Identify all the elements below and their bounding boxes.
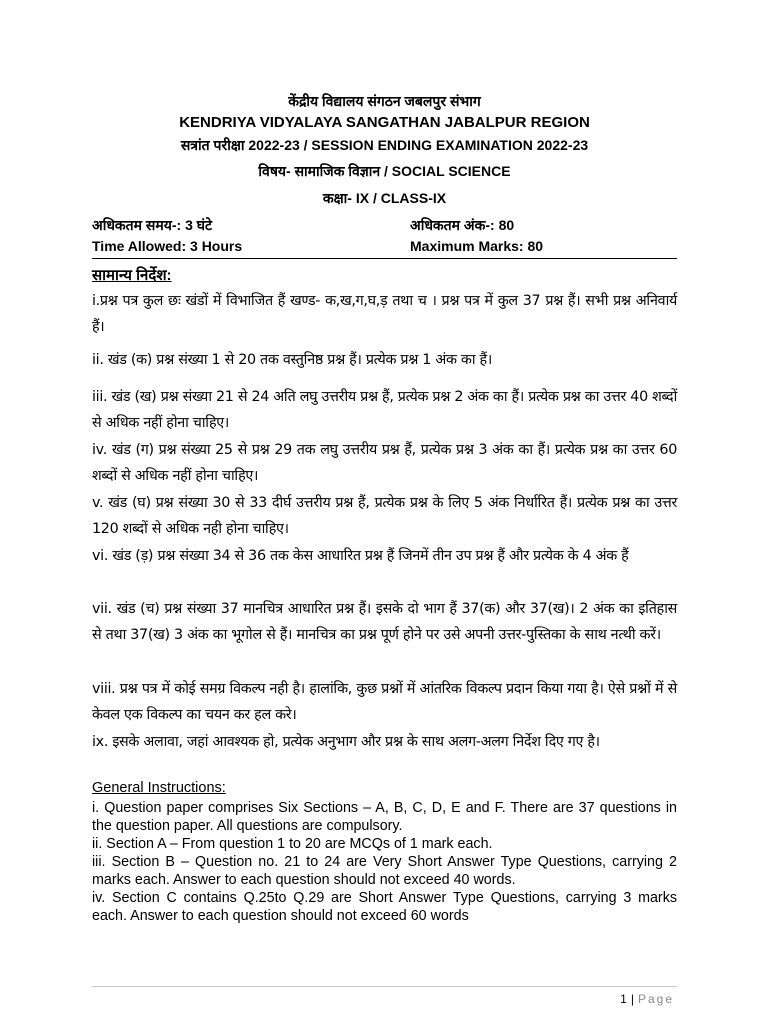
- english-instruction-2: ii. Section A – From question 1 to 20 are MCQs of 1 mark each.: [92, 836, 493, 852]
- max-marks-hindi: अधिकतम अंक-: 80: [410, 217, 515, 233]
- page-label: Page: [637, 992, 674, 1006]
- footer-divider: [92, 986, 677, 987]
- english-instruction-1: i. Question paper comprises Six Sections – A, B, C, D, E and F. There are 37 questions in the question paper. All questions are compulsory.: [92, 800, 677, 834]
- time-allowed-hindi: अधिकतम समय-: 3 घंटे: [92, 217, 213, 233]
- footer-separator: |: [630, 992, 634, 1006]
- hindi-instructions-heading: सामान्य निर्देश:: [92, 267, 172, 284]
- hindi-instruction-9: ix. इसके अलावा, जहां आवश्यक हो, प्रत्येक अनुभाग और प्रश्न के साथ अलग-अलग निर्देश दिए गए है।: [92, 734, 600, 750]
- exam-title: सत्रांत परीक्षा 2022-23 / SESSION ENDING EXAMINATION 2022-23: [180, 137, 589, 153]
- english-instruction-3: iii. Section B – Question no. 21 to 24 are Very Short Answer Type Questions, carrying 2 marks each. Answer to each question should not exceed 40 words.: [92, 854, 677, 888]
- header-divider: [92, 258, 677, 259]
- hindi-instruction-4: iv. खंड (ग) प्रश्न संख्या 25 से प्रश्न 29 तक लघु उत्तरीय प्रश्न हैं, प्रत्येक प्रश्न 3 अंक का हैं। प्रत्येक प्रश्न का उत्तर 60 शब्दों से अधिक नहीं होना चाहिए।: [92, 442, 677, 484]
- subject-title: विषय- सामाजिक विज्ञान / SOCIAL SCIENCE: [258, 163, 511, 179]
- hindi-instruction-3: iii. खंड (ख) प्रश्न संख्या 21 से 24 अति लघु उत्तरीय प्रश्न हैं, प्रत्येक प्रश्न 2 अंक का हैं। प्रत्येक प्रश्न का उत्तर 40 शब्दों से अधिक नहीं होना चाहिए।: [92, 389, 677, 431]
- time-allowed-english: Time Allowed: 3 Hours: [92, 238, 243, 254]
- hindi-instruction-6: vi. खंड (ड़) प्रश्न संख्या 34 से 36 तक केस आधारित प्रश्न हैं जिनमें तीन उप प्रश्न हैं और प्रत्येक के 4 अंक हैं: [92, 548, 629, 564]
- page-number: 1: [620, 992, 627, 1006]
- class-title: कक्षा- IX / CLASS-IX: [322, 190, 447, 206]
- org-title-english: KENDRIYA VIDYALAYA SANGATHAN JABALPUR REGION: [179, 114, 590, 131]
- hindi-instruction-1: i.प्रश्न पत्र कुल छः खंडों में विभाजित हैं खण्ड- क,ख,ग,घ,ड़ तथा च । प्रश्न पत्र में कुल 37 प्रश्न हैं। सभी प्रश्न अनिवार्य हैं।: [92, 293, 677, 335]
- org-title-hindi: केंद्रीय विद्यालय संगठन जबलपुर संभाग: [288, 93, 481, 109]
- page-footer: [620, 992, 674, 1006]
- hindi-instruction-7: vii. खंड (च) प्रश्न संख्या 37 मानचित्र आधारित प्रश्न हैं। इसके दो भाग हैं 37(क) और 37(ख)। 2 अंक का इतिहास से तथा 37(ख) 3 अंक का भूगोल से हैं। मानचित्र का प्रश्न पूर्ण होने पर उसे अपनी उत्तर-पुस्तिका के साथ नत्थी करें।: [92, 601, 677, 643]
- english-instruction-4: iv. Section C contains Q.25to Q.29 are Short Answer Type Questions, carrying 3 marks each. Answer to each question should not exceed 60 words: [92, 890, 677, 924]
- hindi-instruction-8: viii. प्रश्न पत्र में कोई समग्र विकल्प नही है। हालांकि, कुछ प्रश्नों में आंतरिक विकल्प प्रदान किया गया है। ऐसे प्रश्नों में से केवल एक विकल्प का चयन कर हल करे।: [92, 681, 677, 723]
- max-marks-english: Maximum Marks: 80: [410, 238, 544, 254]
- hindi-instruction-2: ii. खंड (क) प्रश्न संख्या 1 से 20 तक वस्तुनिष्ठ प्रश्न हैं। प्रत्येक प्रश्न 1 अंक का हैं।: [92, 352, 492, 368]
- english-instructions-heading: General Instructions:: [92, 780, 226, 796]
- hindi-instruction-5: v. खंड (घ) प्रश्न संख्या 30 से 33 दीर्घ उत्तरीय प्रश्न हैं, प्रत्येक प्रश्न के लिए 5 अंक निर्धारित हैं। प्रत्येक प्रश्न का उत्तर 120 शब्दों से अधिक नही होना चाहिए।: [92, 495, 677, 537]
